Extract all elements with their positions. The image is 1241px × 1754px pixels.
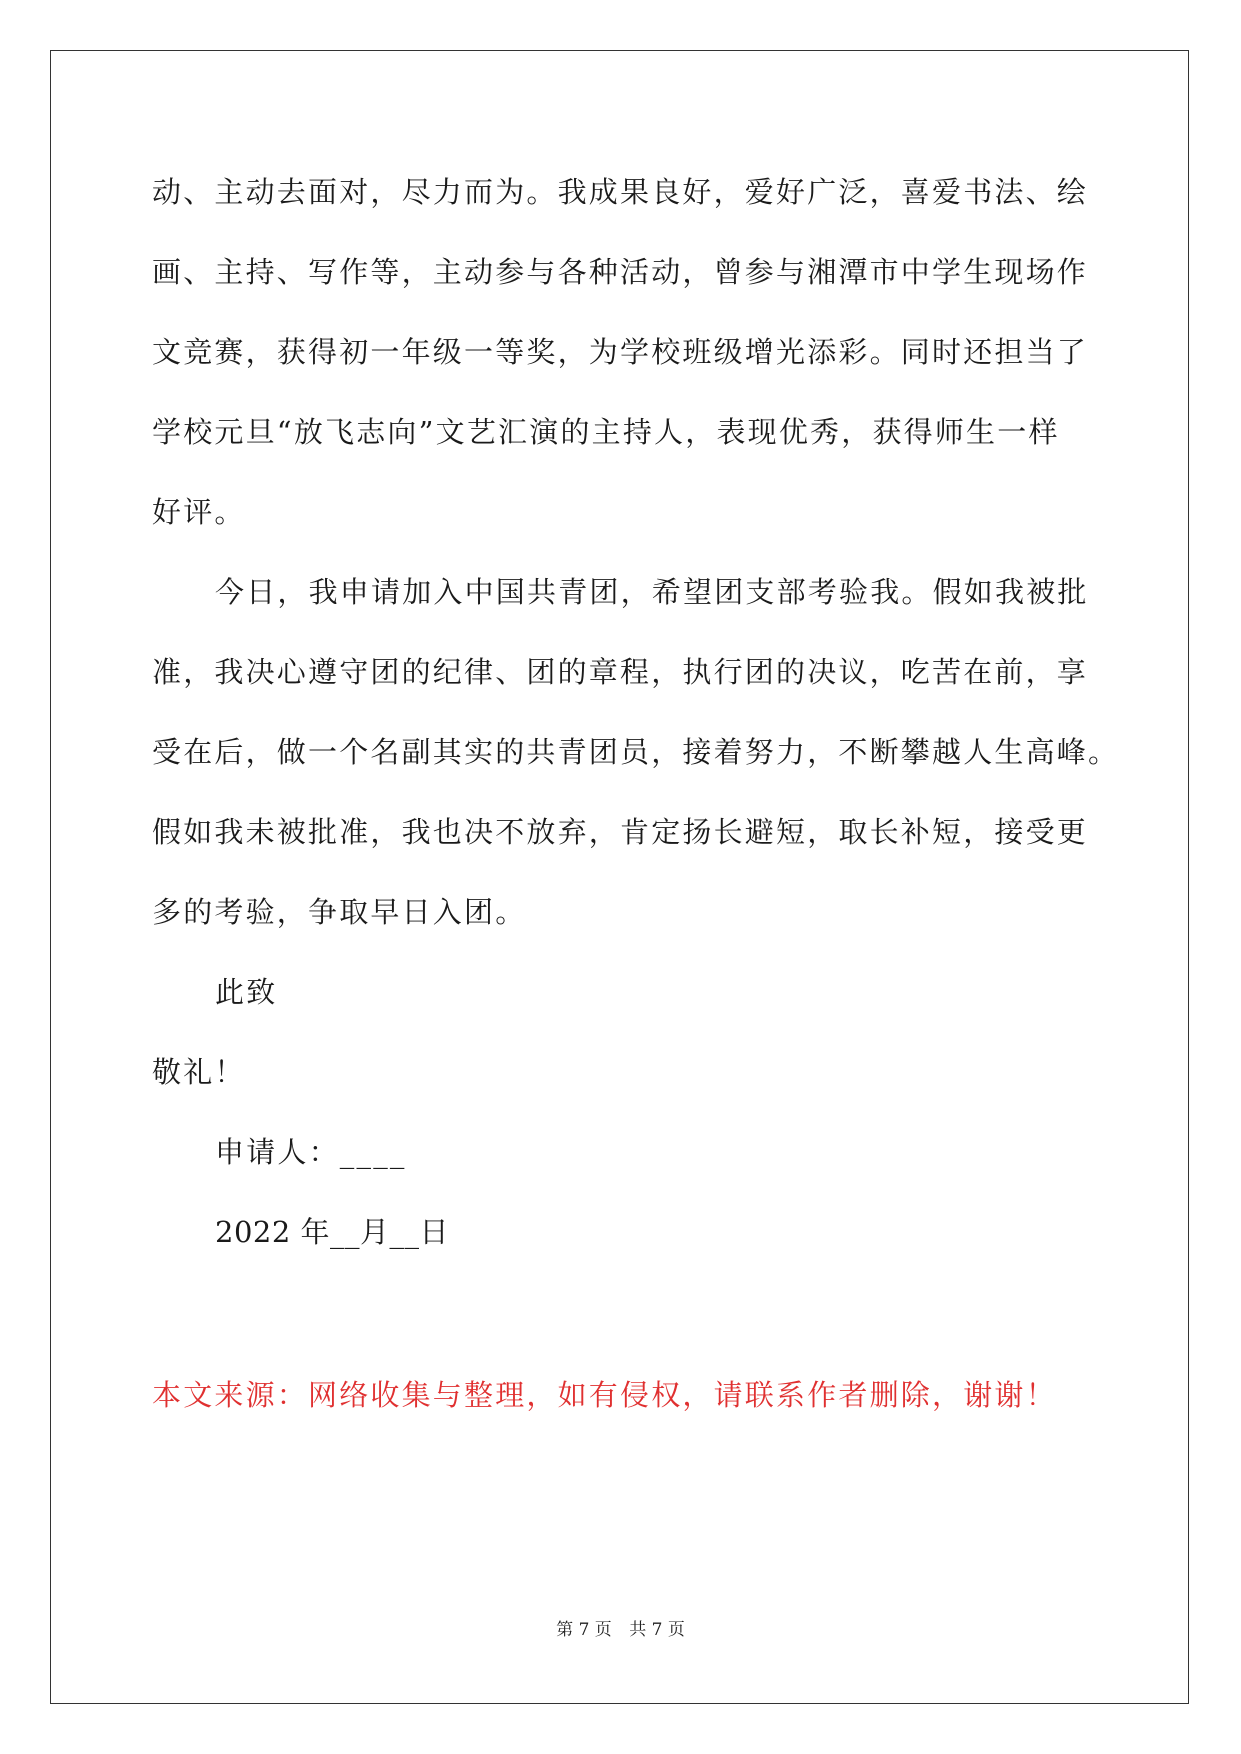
body-line-10: 多的考验，争取早日入团。 xyxy=(152,895,527,929)
body-line-3: 文竞赛，获得初一年级一等奖，为学校班级增光添彩。同时还担当了 xyxy=(152,335,1089,369)
date-line: 2022 年__月__日 xyxy=(215,1215,450,1249)
body-line-7: 准，我决心遵守团的纪律、团的章程，执行团的决议，吃苦在前，享 xyxy=(152,655,1089,689)
page-number-total: 共 7 页 xyxy=(629,1620,685,1640)
body-line-4: 学校元旦“放飞志向”文艺汇演的主持人，表现优秀，获得师生一样 xyxy=(152,415,1060,449)
body-line-5: 好评。 xyxy=(152,495,246,529)
page-number-current: 第 7 页 xyxy=(556,1620,612,1640)
page-footer xyxy=(0,1618,1241,1642)
source-note: 本文来源：网络收集与整理，如有侵权，请联系作者删除，谢谢！ xyxy=(152,1378,1057,1412)
body-line-2: 画、主持、写作等，主动参与各种活动，曾参与湘潭市中学生现场作 xyxy=(152,255,1089,289)
page-border xyxy=(50,50,1189,1704)
body-line-8: 受在后，做一个名副其实的共青团员，接着努力，不断攀越人生高峰。 xyxy=(152,735,1120,769)
salute-text: 敬礼！ xyxy=(152,1055,246,1089)
applicant-line: 申请人：____ xyxy=(215,1135,407,1169)
closing-text: 此致 xyxy=(215,975,278,1009)
body-line-1: 动、主动去面对，尽力而为。我成果良好，爱好广泛，喜爱书法、绘 xyxy=(152,175,1089,209)
body-line-9: 假如我未被批准，我也决不放弃，肯定扬长避短，取长补短，接受更 xyxy=(152,815,1089,849)
body-line-6: 今日，我申请加入中国共青团，希望团支部考验我。假如我被批 xyxy=(215,575,1089,609)
